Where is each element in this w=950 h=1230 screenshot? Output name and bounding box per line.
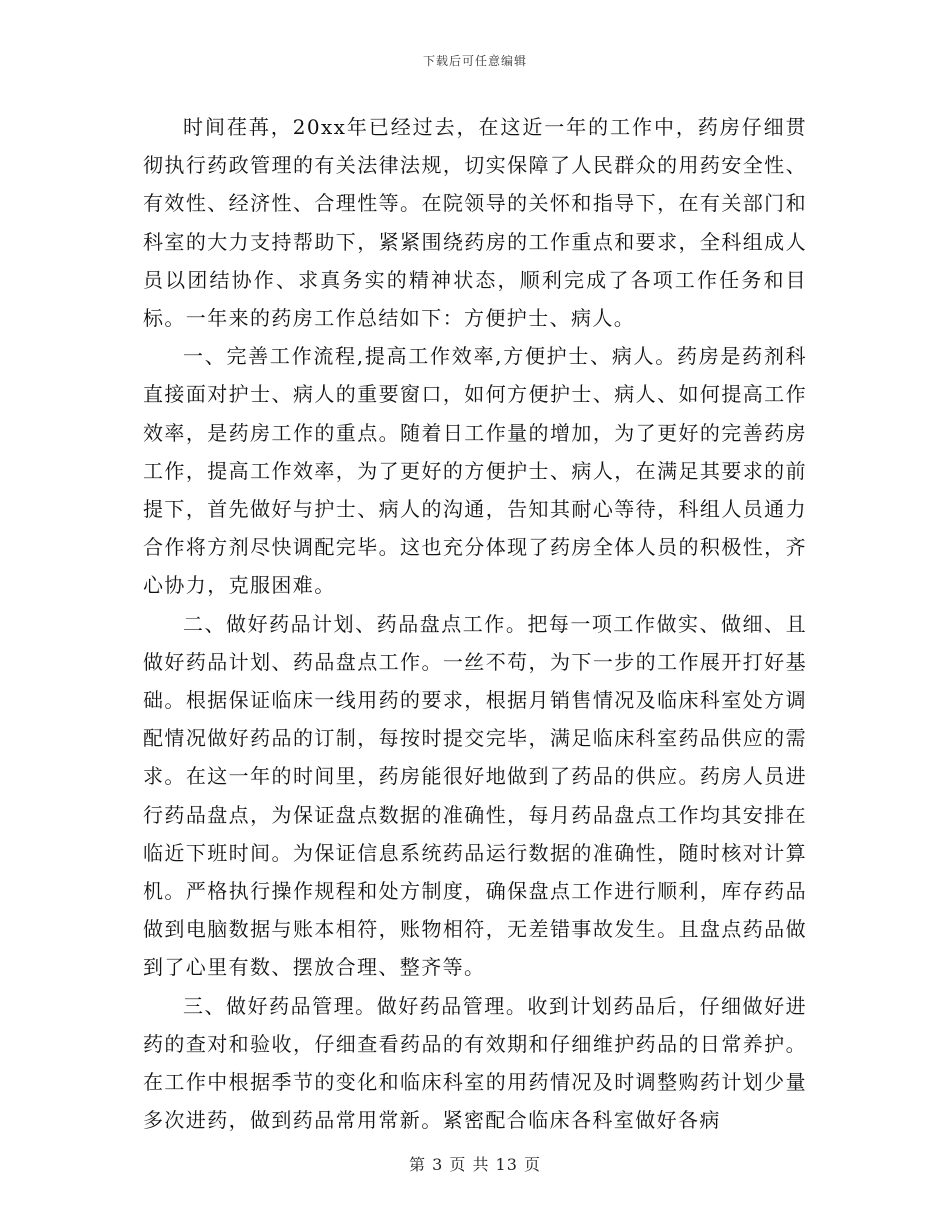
header-note: 下载后可任意编辑: [422, 54, 527, 68]
document-body: [143, 108, 807, 1139]
paragraph-section-2: 二、做好药品计划、药品盘点工作。把每一项工作做实、做细、且做好药品计划、药品盘点工作。一丝不苟，为下一步的工作展开打好基础。根据保证临床一线用药的要求，根据月销售情况及临床科室处方调配情况做好药品的订制，每按时提交完毕，满足临床科室药品供应的需求。在这一年的时间里，药房能很好地做到了药品的供应。药房人员进行药品盘点，为保证盘点数据的准确性，每月药品盘点工作均其安排在临近下班时间。为保证信息系统药品运行数据的准确性，随时核对计算机。严格执行操作规程和处方制度，确保盘点工作进行顺利，库存药品做到电脑数据与账本相符，账物相符，无差错事故发生。且盘点药品做到了心里有数、摆放合理、整齐等。: [143, 611, 807, 980]
paragraph-section-1: 一、完善工作流程,提高工作效率,方便护士、病人。药房是药剂科直接面对护士、病人的重要窗口，如何方便护士、病人、如何提高工作效率，是药房工作的重点。随着日工作量的增加，为了更好的完善药房工作，提高工作效率，为了更好的方便护士、病人，在满足其要求的前提下，首先做好与护士、病人的沟通，告知其耐心等待，科组人员通力合作将方剂尽快调配完毕。这也充分体现了药房全体人员的积极性，齐心协力，克服困难。: [143, 344, 807, 598]
page-number-footer: 第 3 页 共 13 页: [409, 1155, 541, 1174]
paragraph-section-3: 三、做好药品管理。做好药品管理。收到计划药品后，仔细做好进药的查对和验收，仔细查看药品的有效期和仔细维护药品的日常养护。在工作中根据季节的变化和临床科室的用药情况及时调整购药计划少量多次进药，做到药品常用常新。紧密配合临床各科室做好各病: [143, 993, 807, 1133]
paragraph-intro: 时间荏苒，20xx年已经过去，在这近一年的工作中，药房仔细贯彻执行药政管理的有关法律法规，切实保障了人民群众的用药安全性、有效性、经济性、合理性等。在院领导的关怀和指导下，在有关部门和科室的大力支持帮助下，紧紧围绕药房的工作重点和要求，全科组成人员以团结协作、求真务实的精神状态，顺利完成了各项工作任务和目标。一年来的药房工作总结如下：方便护士、病人。: [143, 115, 807, 331]
